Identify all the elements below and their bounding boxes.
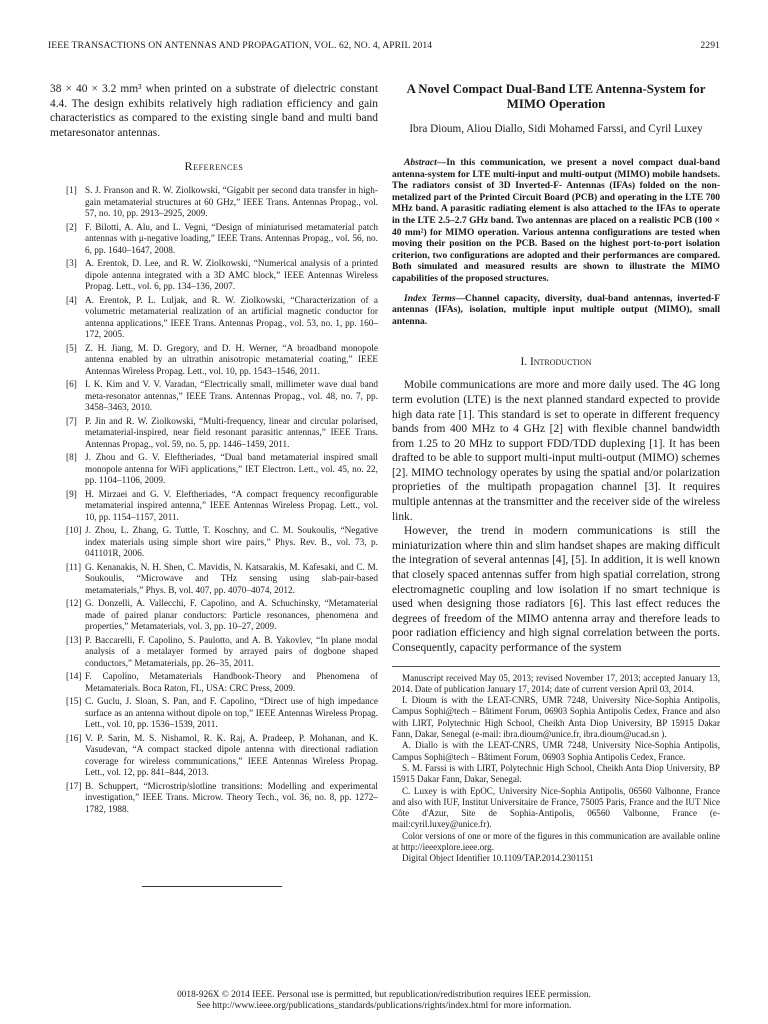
- reference-number: [3]: [66, 259, 77, 270]
- reference-number: [17]: [66, 781, 82, 792]
- index-terms-label: Index Terms—: [404, 293, 466, 304]
- paper-title: A Novel Compact Dual-Band LTE Antenna-System for MIMO Operation: [406, 82, 706, 111]
- index-terms: [392, 294, 720, 329]
- page-number: 2291: [700, 40, 720, 51]
- reference-number: [15]: [66, 697, 82, 708]
- reference-text: C. Guclu, J. Sloan, S. Pan, and F. Capolino, “Direct use of high impedance surface as an antenna without dipole on top,” IEEE Antennas Wireless Propag. Lett., vol. 10, pp. 1536–1539, 2011.: [85, 697, 378, 731]
- reference-item: [50, 223, 378, 258]
- abstract: [392, 158, 720, 286]
- reference-item: [50, 734, 378, 780]
- footnote: I. Dioum is with the LEAT-CNRS, UMR 7248, University Nice-Sophia Antipolis, Campus Sophi@tech – Bâtiment Forum, 06903 Sophia Antipolis Cedex, France and also with LIRT, Polytechnic High School, Cheikh Anta Diop University, BP 15915 Dakar Fann, Dakar, Senegal (e-mail: ibra.dioum@unice.fr, ibra.dioum@ucad.sn ).: [392, 695, 720, 740]
- reference-text: P. Jin and R. W. Ziolkowski, “Multi-frequency, linear and circular polarised, metamaterial-inspired, near field resonant parasitic antennas,” IEEE Trans. Antennas Propag., vol. 59, no. 5, pp. 1446–1459, 2011.: [85, 416, 378, 450]
- references-heading: References: [184, 159, 244, 174]
- reference-item: [50, 599, 378, 634]
- reference-number: [4]: [66, 295, 77, 306]
- reference-item: [50, 259, 378, 294]
- footnote: Manuscript received May 05, 2013; revised November 17, 2013; accepted January 13, 2014. Date of publication January 17, 2014; date of current version April 03, 2014.: [392, 672, 720, 694]
- reference-text: B. Schuppert, “Microstrip/slotline transitions: Modelling and experimental investigation,” IEEE Trans. Microw. Theory Tech., vol. 36, no. 8, pp. 1272–1782, 1988.: [85, 781, 378, 815]
- reference-number: [8]: [66, 453, 77, 464]
- reference-text: H. Mirzaei and G. V. Eleftheriades, “A compact frequency reconfigurable metamaterial inspired antenna,” IEEE Antennas Wireless Propag. Lett., vol. 10, pp. 1154–1157, 2011.: [85, 489, 378, 523]
- reference-number: [13]: [66, 635, 82, 646]
- reference-item: [50, 490, 378, 525]
- reference-item: [50, 344, 378, 379]
- references-list: [50, 186, 378, 816]
- reference-number: [16]: [66, 733, 82, 744]
- reference-item: [50, 296, 378, 342]
- reference-item: [50, 417, 378, 452]
- reference-item: [50, 636, 378, 671]
- footnote: C. Luxey is with EpOC, University Nice-Sophia Antipolis, 06560 Valbonne, France and also with IUF, Institut Universitaire de France, 75005 Paris, France and the IUT Nice Côte d'Azur, Site de Sophia-Antipolis, 06560 Valbonne, France (e-mail:cyril.luxey@unice.fr).: [392, 785, 720, 830]
- reference-item: [50, 186, 378, 221]
- reference-text: P. Baccarelli, F. Capolino, S. Paulotto, and A. B. Yakovlev, “In plane modal analysis of a metalayer formed by arrayed pairs of dogbone shaped conductors,” Metamaterials, pp. 26–35, 2011.: [85, 635, 378, 669]
- footnote: Digital Object Identifier 10.1109/TAP.2014.2301151: [402, 853, 594, 864]
- footnotes: [392, 673, 720, 865]
- journal-header: IEEE TRANSACTIONS ON ANTENNAS AND PROPAGATION, VOL. 62, NO. 4, APRIL 2014: [48, 40, 433, 51]
- reference-text: V. P. Sarin, M. S. Nishamol, R. K. Raj, A. Pradeep, P. Mohanan, and K. Vasudevan, “A compact stacked dipole antenna with directional radiation coverage for wireless communications,” IEEE Antennas Wireless Propag. Lett., vol. 12, pp. 841–844, 2013.: [85, 733, 378, 779]
- author-list: Ibra Dioum, Aliou Diallo, Sidi Mohamed Farssi, and Cyril Luxey: [409, 123, 703, 135]
- reference-number: [5]: [66, 343, 77, 354]
- reference-item: [50, 380, 378, 415]
- reference-number: [9]: [66, 489, 77, 500]
- footnote: Color versions of one or more of the figures in this communication are available online at http://ieeexplore.ieee.org.: [392, 830, 720, 853]
- reference-number: [11]: [66, 562, 82, 573]
- reference-number: [14]: [66, 672, 82, 683]
- reference-item: [50, 563, 378, 598]
- reference-number: [7]: [66, 416, 77, 427]
- copyright-notice: [60, 990, 708, 1013]
- continued-paragraph: 38 × 40 × 3.2 mm³ when printed on a substrate of dielectric constant 4.4. The design exhibits relatively high radiation efficiency and gain characteristics as compared to the existing single band and multi band metaresonator antennas.: [50, 83, 378, 139]
- right-column: [392, 82, 720, 865]
- reference-text: F. Bilotti, A. Alu, and L. Vegni, “Design of miniaturised metamaterial patch antennas with μ-negative loading,” IEEE Trans. Antennas Propag., vol. 56, no. 6, pp. 1640–1647, 2008.: [85, 222, 378, 256]
- abstract-text: In this communication, we present a novel compact dual-band antenna-system for LTE multi-input and multi-output (MIMO) mobile handsets. The radiators consist of 3D Inverted-F- Antennas (IFAs) folded on the non-metalized part of the Printed Circuit Board (PCB) and operating in the LTE 700 MHz band. A parasitic radiating element is also attached to the IFAs to operate in the LTE 2.5–2.7 GHz band. Two antennas are placed on a realistic PCB (100 × 40 mm²) for MIMO operation. Various antenna configurations are tested when moving their position on the PCB. Based on the highest port-to-port isolation criterion, two configurations are adopted and their performances are compared. Both simulated and measured results are shown to illustrate the MIMO capabilities of the proposed structures.: [392, 158, 720, 284]
- footnote-rule: [392, 666, 720, 667]
- reference-item: [50, 782, 378, 817]
- footnote: S. M. Farssi is with LIRT, Polytechnic High School, Cheikh Anta Diop University, BP 15915 Dakar Fann, Dakar, Senegal.: [392, 762, 720, 785]
- reference-number: [10]: [66, 526, 82, 537]
- copyright-line: 0018-926X © 2014 IEEE. Personal use is permitted, but republication/redistribution requires IEEE permission.: [177, 990, 591, 1000]
- reference-item: [50, 453, 378, 488]
- abstract-label: Abstract—: [404, 158, 447, 168]
- section-heading: I. Introduction: [520, 356, 592, 369]
- reference-text: S. J. Franson and R. W. Ziolkowski, “Gigabit per second data transfer in high-gain metamaterial structures at 60 GHz,” IEEE Trans. Antennas Propag., vol. 57, no. 10, pp. 2913–2925, 2009.: [85, 186, 378, 220]
- reference-number: [2]: [66, 222, 77, 233]
- running-head: [48, 40, 720, 54]
- reference-text: F. Capolino, Metamaterials Handbook-Theory and Phenomena of Metamaterials. Boca Raton, FL, USA: CRC Press, 2009.: [85, 672, 378, 694]
- reference-text: J. Zhou, L. Zhang, G. Tuttle, T. Koschny, and C. M. Soukoulis, “Negative index materials using simple short wire pairs,” Phys. Rev. B., vol. 73, p. 041101R, 2006.: [85, 526, 378, 560]
- footnote: A. Diallo is with the LEAT-CNRS, UMR 7248, University Nice-Sophia Antipolis, Campus Sophi@tech – Bâtiment Forum, 06903 Sophia Antipolis Cedex, France.: [392, 740, 720, 762]
- left-column: [50, 82, 378, 818]
- reference-item: [50, 672, 378, 695]
- reference-text: G. Kenanakis, N. H. Shen, C. Mavidis, N. Katsarakis, M. Kafesaki, and C. M. Soukoulis, “Microwave and THz sensing using slab-pair-based metamaterials,” Phys. B, vol. 407, pp. 4070–4074, 2012.: [85, 562, 378, 596]
- reference-text: A. Erentok, D. Lee, and R. W. Ziolkowski, “Numerical analysis of a printed dipole antenna integrated with a 3D AMC block,” IEEE Antennas Wireless Propag. Lett., vol. 6, pp. 134–136, 2007.: [85, 259, 378, 293]
- reference-text: Z. H. Jiang, M. D. Gregory, and D. H. Werner, “A broadband monopole antenna enabled by an ultrathin anisotropic metamaterial coating,” IEEE Antennas Wireless Propag. Lett., vol. 10, pp. 1543–1546, 2011.: [85, 343, 378, 377]
- rights-info-line: See http://www.ieee.org/publications_standards/publications/rights/index.html for more information.: [196, 1001, 572, 1012]
- reference-text: J. Zhou and G. V. Eleftheriades, “Dual band metamaterial inspired small monopole antenna for WiFi applications,” IET Electron. Lett., vol. 45, no. 22, pp. 1104–1106, 2009.: [85, 453, 378, 487]
- intro-paragraph: However, the trend in modern communications is still the miniaturization where thin and slim handset shapes are making difficult the integration of several antennas [4], [5]. In addition, it is well known that closely spaced antennas suffer from high spatial correlation, strong electromagnetic coupling and low isolation if no smart technique is used when designing those radiators [6]. This last effect reduces the degrees of freedom of the MIMO antenna array and therefore leads to poor radiation efficiency and high signal correlation between the ports. Consequently, capacity performance of the system: [392, 525, 720, 654]
- reference-number: [6]: [66, 380, 77, 391]
- index-terms-text: Channel capacity, diversity, dual-band antennas, inverted-F antennas (IFAs), isolation, multiple input multiple output (MIMO), small antenna.: [392, 293, 720, 327]
- reference-text: A. Erentok, P. L. Luljak, and R. W. Ziolkowski, “Characterization of a volumetric metamaterial realization of an artificial magnetic conductor for antenna applications,” IEEE Trans. Antennas Propag., vol. 53, no. 1, pp. 160–172, 2005.: [85, 295, 378, 341]
- reference-item: [50, 526, 378, 561]
- reference-text: G. Donzelli, A. Vallecchi, F. Capolino, and A. Schuchinsky, “Metamaterial made of paired planar conductors: Particle resonances, phenomena and properties,” Metamaterials, vol. 3, pp. 10–27, 2009.: [85, 599, 378, 633]
- reference-text: I. K. Kim and V. V. Varadan, “Electrically small, millimeter wave dual band meta-resonator antennas,” IEEE Trans. Antennas Propag., vol. 48, no. 7, pp. 3458–3463, 2010.: [85, 380, 378, 414]
- intro-paragraph: Mobile communications are more and more daily used. The 4G long term evolution (LTE) is the next planned standard expected to provide high data rate [1]. This standard is set to operate in different frequency bands from 400 MHz to 4 GHz [2] with flexible channel bandwidth from 1.25 to 20 MHz to support FDD/TDD duplexing [1]. It has been drafted to be able to support multi-input multi-output (MIMO) schemes [2]. MIMO technology operates by using the spatial and/or polarization proprieties of the multipath propagation channel [3]. It requires multiple antennas at the transmitter and the receiver side of the wireless link.: [392, 379, 720, 523]
- reference-number: [1]: [66, 186, 77, 197]
- column-end-rule: [142, 886, 282, 887]
- reference-item: [50, 697, 378, 732]
- reference-number: [12]: [66, 599, 82, 610]
